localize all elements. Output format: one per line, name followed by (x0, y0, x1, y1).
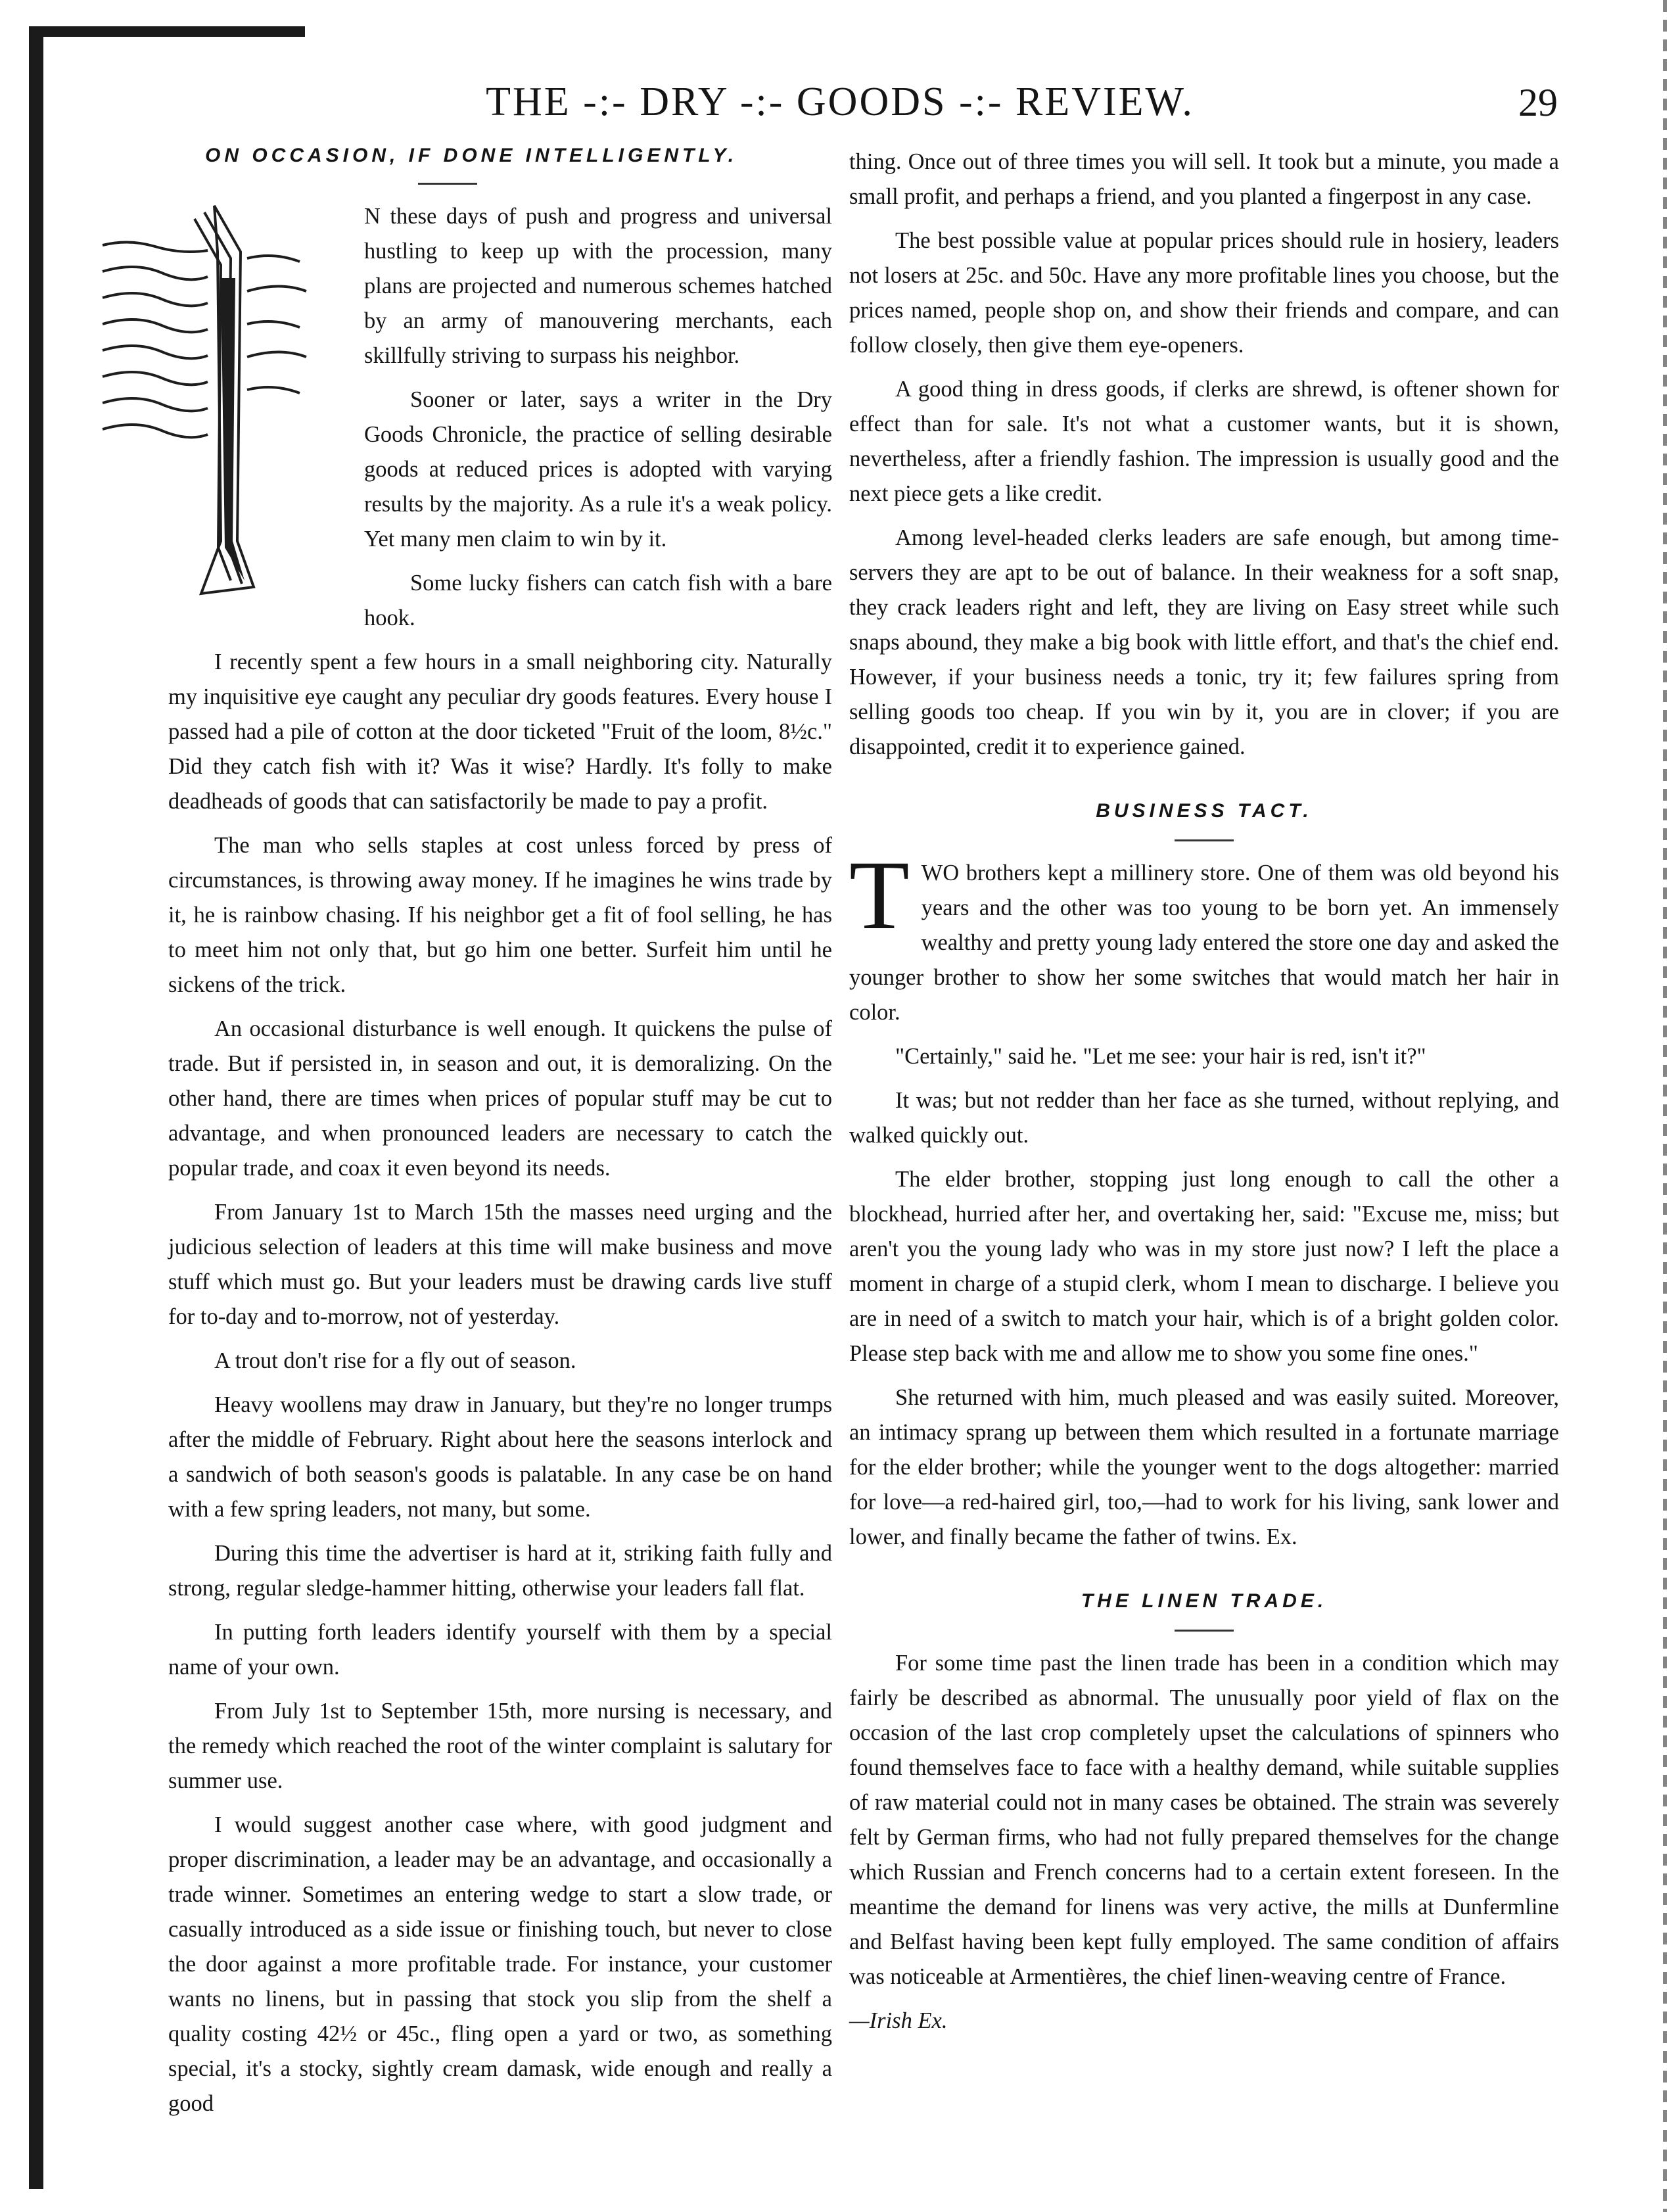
paragraph: I would suggest another case where, with good judgment and proper discrimination, a leader may be an advantage, and occasionally a trade winner. Sometimes an entering wedge to start a slow trade, or casually introduced as a side issue or finishing touch, but never to close the door against a more profitable trade. For instance, your customer wants no linens, but in passing that stock you slip from the shelf a quality costing 42½ or 45c., fling open a yard or two, as something special, it's a stocky, sightly cream damask, wide enough and really a good (168, 1812, 832, 2116)
paragraph: The man who sells staples at cost unless forced by press of circumstances, is throwing away money. If he imagines he wins trade by it, he is rainbow chasing. If his neighbor get a fit of fool selling, he has to meet him not only that, but go him one better. Surfeit him until he sickens of the trick. (168, 833, 832, 997)
article-heading-linen-trade: THE LINEN TRADE. (1081, 1590, 1328, 1612)
paragraph: "Certainly," said he. "Let me see: your hair is red, isn't it?" (895, 1044, 1426, 1069)
paragraph: She returned with him, much pleased and was easily suited. Moreover, an intimacy sprang up between them which resulted in a fortunate marriage for the elder brother; while the younger went to the dogs altogether: married for love—a red-haired girl, too,—had to work for his living, sank lower and lower, and finally became the father of twins. Ex. (849, 1385, 1559, 1549)
paragraph: A trout don't rise for a fly out of season. (214, 1348, 576, 1373)
paragraph: Sooner or later, says a writer in the Dry Goods Chronicle, the practice of selling desirable goods at reduced prices is adopted with varying results by the majority. As a rule it's a weak policy. Yet many men claim to win by it. (364, 387, 832, 552)
paragraph: For some time past the linen trade has been in a condition which may fairly be described as abnormal. The unusually poor yield of flax on the occasion of the last crop completely upset the calculations of spinners who found themselves face to face with a healthy demand, while suitable supplies of raw material could not in many cases be obtained. The strain was severely felt by German firms, who had not fully prepared themselves for the change which Russian and French concerns had to a certain extent foreseen. In the meantime the demand for linens was very active, the mills at Dunfermline and Belfast having been kept fully employed. The same condition of affairs was noticeable at Armentières, the chief linen-weaving centre of France. (849, 1651, 1559, 1989)
left-border-rule (29, 26, 43, 2189)
paragraph: It was; but not redder than her face as she turned, without replying, and walked quickly out. (849, 1088, 1559, 1148)
paragraph-text: WO brothers kept a millinery store. One of them was old beyond his years and the other was too young to be born yet. An immensely wealthy and pretty young lady entered the store one day and asked the younger brother to show her some switches that would match her hair in color. (849, 860, 1559, 1025)
paragraph: I recently spent a few hours in a small neighboring city. Naturally my inquisitive eye caught any peculiar dry goods features. Every house I passed had a pile of cotton at the door ticketed "Fruit of the loom, 8½c." Did they catch fish with it? Was it wise? Hardly. It's folly to make deadheads of goods that can satisfactorily be made to pay a profit. (168, 649, 832, 814)
article-heading-on-occasion: ON OCCASION, IF DONE INTELLIGENTLY. (205, 145, 738, 166)
top-border-rule (29, 26, 305, 37)
drop-cap: T (849, 841, 910, 950)
paragraph: From January 1st to March 15th the masses need urging and the judicious selection of leaders at this time will make business and move stuff which must go. But your leaders must be drawing cards live stuff for to-day and to-morrow, not of yesterday. (168, 1200, 832, 1329)
article-heading-business-tact: BUSINESS TACT. (1096, 800, 1313, 822)
heading-rule (418, 183, 477, 185)
heading-rule (1175, 1630, 1234, 1632)
paragraph: An occasional disturbance is well enough. It quickens the pulse of trade. But if persisted in, in season and out, it is demoralizing. On the other hand, there are times when prices of popular stuff may be cut to advantage, and when pronounced leaders are necessary to catch the popular trade, and coax it even beyond its needs. (168, 1016, 832, 1181)
paragraph: A good thing in dress goods, if clerks are shrewd, is oftener shown for effect than for sale. It's not what a customer wants, but it is shown, nevertheless, after a friendly fashion. The impression is usually good and the next piece gets a like credit. (849, 377, 1559, 506)
left-column (168, 145, 832, 2130)
ornamental-initial-i-icon (89, 199, 352, 607)
source-credit: —Irish Ex. (849, 2008, 948, 2033)
paragraph: The best possible value at popular prices should rule in hosiery, leaders not losers at 25c. and 50c. Have any more profitable lines you choose, but the prices named, people shop on, and show their friends and compare, and can follow closely, then give them eye-openers. (849, 228, 1559, 358)
paragraph: In putting forth leaders identify yourself with them by a special name of your own. (168, 1620, 832, 1680)
paragraph (849, 841, 1559, 1030)
page-number: 29 (1518, 81, 1558, 124)
paragraph: The elder brother, stopping just long enough to call the other a blockhead, hurried after her, and overtaking her, said: "Excuse me, miss; but aren't you the young lady who was in my store just now? I left the place a moment in charge of a stupid clerk, whom I mean to discharge. I believe you are in need of a switch to match your hair, which is of a bright golden color. Please step back with me and allow me to show you some fine ones." (849, 1167, 1559, 1366)
right-column (849, 145, 1559, 2048)
paragraph: thing. Once out of three times you will sell. It took but a minute, you made a small profit, and perhaps a friend, and you planted a fingerpost in any case. (849, 149, 1559, 209)
paragraph: Among level-headed clerks leaders are safe enough, but among time-servers they are apt to be out of balance. In their weakness for a soft snap, they crack leaders right and left, they are living on Easy street while such snaps abound, they make a big book with little effort, and that's the chief end. However, if your business needs a tonic, try it; few failures spring from selling goods too cheap. If you win by it, you are in clover; if you are disappointed, credit it to experience gained. (849, 525, 1559, 759)
heading-rule (1175, 839, 1234, 841)
paragraph: Some lucky fishers can catch fish with a bare hook. (364, 571, 832, 630)
paragraph: Heavy woollens may draw in January, but they're no longer trumps after the middle of February. Right about here the seasons interlock and a sandwich of both season's goods is palatable. In any case be on hand with a few spring leaders, not many, but some. (168, 1392, 832, 1522)
paragraph: During this time the advertiser is hard at it, striking faith fully and strong, regular sledge-hammer hitting, otherwise your leaders fall flat. (168, 1541, 832, 1601)
paragraph: N these days of push and progress and universal hustling to keep up with the procession, many plans are projected and numerous schemes hatched by an army of manouvering merchants, each skillfully striving to surpass his neighbor. (364, 204, 832, 368)
masthead-title: THE -:- DRY -:- GOODS -:- REVIEW. (486, 80, 1194, 124)
paragraph: From July 1st to September 15th, more nursing is necessary, and the remedy which reached the root of the winter complaint is salutary for summer use. (168, 1699, 832, 1793)
right-edge-marks (1663, 0, 1667, 2212)
